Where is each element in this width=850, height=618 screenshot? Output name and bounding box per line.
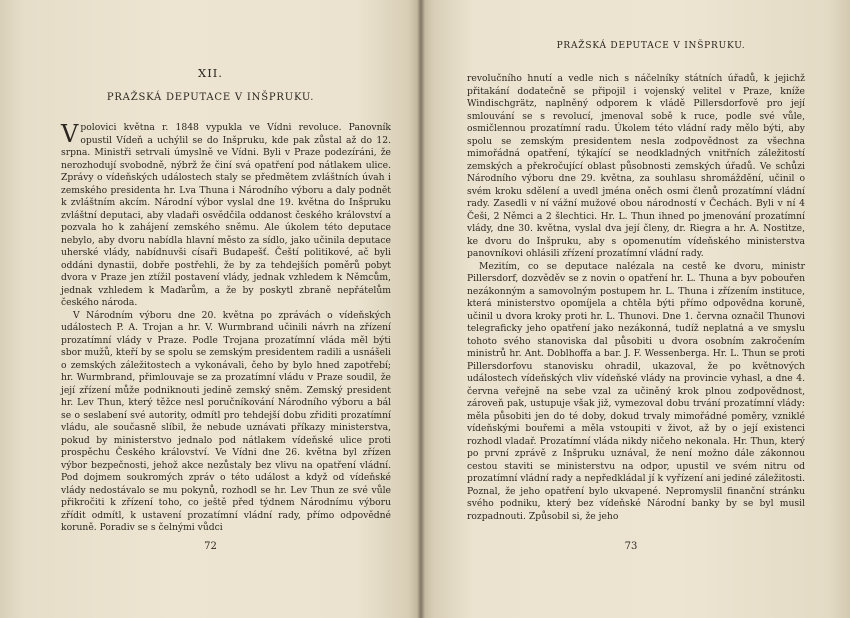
paragraph: revolučního hnutí a vedle nich s náčelníky státních úřadů, k jejichž přitakání dodatečně se připojil i vojenský velitel v Praze, kníže Windischgrätz, naplněný odporem k vládě Pillersdorfově pro její smlouvání se s revolucí, jmenoval sobě k ruce, podle své vůle, osmičlennou prozatímní radu. Úkolem této vládní rady mělo býti, aby spolu se zemským presidentem nesla zodpovědnost za všechna mimořádná opatření, týkající se neodkladných vnitřních záležitostí zemských a překročující oblast působnosti zemských úřadů. Ve schůzi Národního výboru dne 29. května, za souhlasu shromáždění, učinil o svém kroku sdělení a uvedl jména oněch osmi členů prozatímní vládní rady. Zasedli v ní vážní mužové obou národností v Čechách. Byli v ní 4 Češi, 2 Němci a 2 šlechtici. Hr. L. Thun ihned po jmenování prozatímní vlády, dne 30. května, vyslal dva její členy, dr. Riegra a hr. A. Nostitze, ke dvoru do Inšpruku, aby s opomenutím vídeňského ministerstva panovníkovi ohlásili zřízení prozatímní vládní rady.	[467, 73, 805, 259]
page-number: 73	[624, 541, 638, 552]
paragraph-text: polovici května r. 1848 vypukla ve Vídni revoluce. Panovník opustil Vídeň a uchýlil se do Inšpruku, kde pak zůstal až do 12. srpna. Ministři setrvali úmyslně ve Vídni. Byli v Praze podezíráni, že nerozhodují svobodně, nýbrž že činí svá opatření pod nátlakem ulice. Zprávy o vídeňských událostech staly se předmětem zvláštních úvah i zemského presidenta hr. Lva Thuna i Národního výboru a daly podnět k zvláštním akcím. Národní výbor vyslal dne 19. května do Inšpruku zvláštní deputaci, aby vladaři osvědčila oddanost českého království a pozvala ho k zahájení zemského sněmu. Ale úkolem této deputace nebylo, aby dvoru nabídla hlavní město za sídlo, jako učinila deputace uherské vlády, nabídnuvši císaři Budapešť. Čeští politikové, ač byli oddáni dynastii, dobře postřehli, že by za tehdejších poměrů pobyt dvora v Praze jen ztížil postavení vlády, jednak vzhledem k Němcům, jednak vzhledem k Maďarům, a že by poskytl zbraně nepřátelům českého národa.	[61, 122, 391, 308]
paragraph	[61, 122, 391, 310]
page-number: 72	[204, 541, 217, 552]
chapter-title: PRAŽSKÁ DEPUTACE V INŠPRUKU.	[106, 92, 315, 103]
drop-cap: V	[61, 120, 79, 148]
left-page	[0, 0, 421, 618]
left-body-text	[61, 122, 391, 535]
book-gutter	[417, 0, 425, 618]
right-body-text	[467, 73, 805, 523]
chapter-number: XII.	[198, 66, 223, 80]
paragraph: Mezitím, co se deputace nalézala na cestě ke dvoru, ministr Pillersdorf, dozvěděv se z novin o opatření hr. L. Thuna a byv pobouřen nezákonným a samovolným postupem hr. L. Thuna i zřízením instituce, která ministerstvo opomíjela a chtěla býti přímo odpovědna koruně, učinil u dvora kroky proti hr. L. Thunovi. Dne 1. června označil Thunovi telegraficky jeho opatření jako nezákonná, tudíž neplatná a ve smyslu tohoto svého stanoviska dal působiti u dvora osobním zakročením ministrů hr. Ant. Doblhoffa a bar. J. F. Wessenberga. Hr. L. Thun se proti Pillersdorfovu stanovisku ohradil, ukazoval, že po květnových událostech vídeňských vliv vídeňské vlády na provincie vyhasl, a dne 4. června veřejně na sebe vzal za učiněný krok plnou zodpovědnost, zároveň pak, ustupuje však již, vymezoval dobu trvání prozatímní vlády: měla působiti jen do té doby, dokud trvaly mimořádné poměry, vzniklé vídeňskými bouřemi a měla vstoupiti v život, až by o její existenci rozhodl vladař. Prozatímní vláda nikdy ničeho nekonala. Hr. Thun, který po první zprávě z Inšpruku uznával, že není možno dále zákonnou cestou staviti se ministerstvu na odpor, upustil ve svém nitru od prozatímní vládní rady a nepředkládal jí k vyřízení ani jediné záležitosti. Poznal, že jeho opatření bylo ukvapené. Nepromyslil finanční stránku svého podniku, který bez vídeňské Národní banky by se byl musil rozpadnouti. Způsobil si, že jeho	[467, 260, 805, 522]
right-page	[421, 0, 850, 618]
running-head: PRAŽSKÁ DEPUTACE V INŠPRUKU.	[556, 41, 746, 51]
paragraph: V Národním výboru dne 20. května po zprávách o vídeňských událostech P. A. Trojan a hr. V. Wurmbrand učinili návrh na zřízení prozatímní vlády v Praze. Podle Trojana prozatímní vláda měl býti sbor mužů, kteří by se spolu se zemským presidentem radili a usnášeli o zemských záležitostech a vykonávali, čeho by bylo hned zapotřebí; hr. Wurmbrand, přimlouvaje se za prozatímní vládu v Praze soudil, že její zřízení může podniknouti jedině zemský sněm. Zemský president hr. Lev Thun, který těžce nesl poručníkování Národního výboru a bál se o seslabení své autority, odmítl pro tehdejší dobu zřiditi prozatímní vládu, ale současně slíbil, že nebude uznávati příkazy ministerstva, pokud by ministerstvo jednalo pod nátlakem vídeňské ulice proti prospěchu Českého království. Ve Vídni dne 26. května byl zřízen výbor bezpečnosti, jehož akce nezůstaly bez vlivu na opatření vládní. Pod dojmem soukromých zpráv o této událost a když od vídeňské vlády nedostávalo se mu pokynů, rozhodl se hr. Lev Thun ze své vůle přikročiti k zřízení toho, co ještě před týdnem Národnímu výboru zřídit odmítl, k ustavení prozatímní vládní rady, přímo odpovědné koruně. Poradiv se s čelnými vůdci	[61, 309, 391, 533]
